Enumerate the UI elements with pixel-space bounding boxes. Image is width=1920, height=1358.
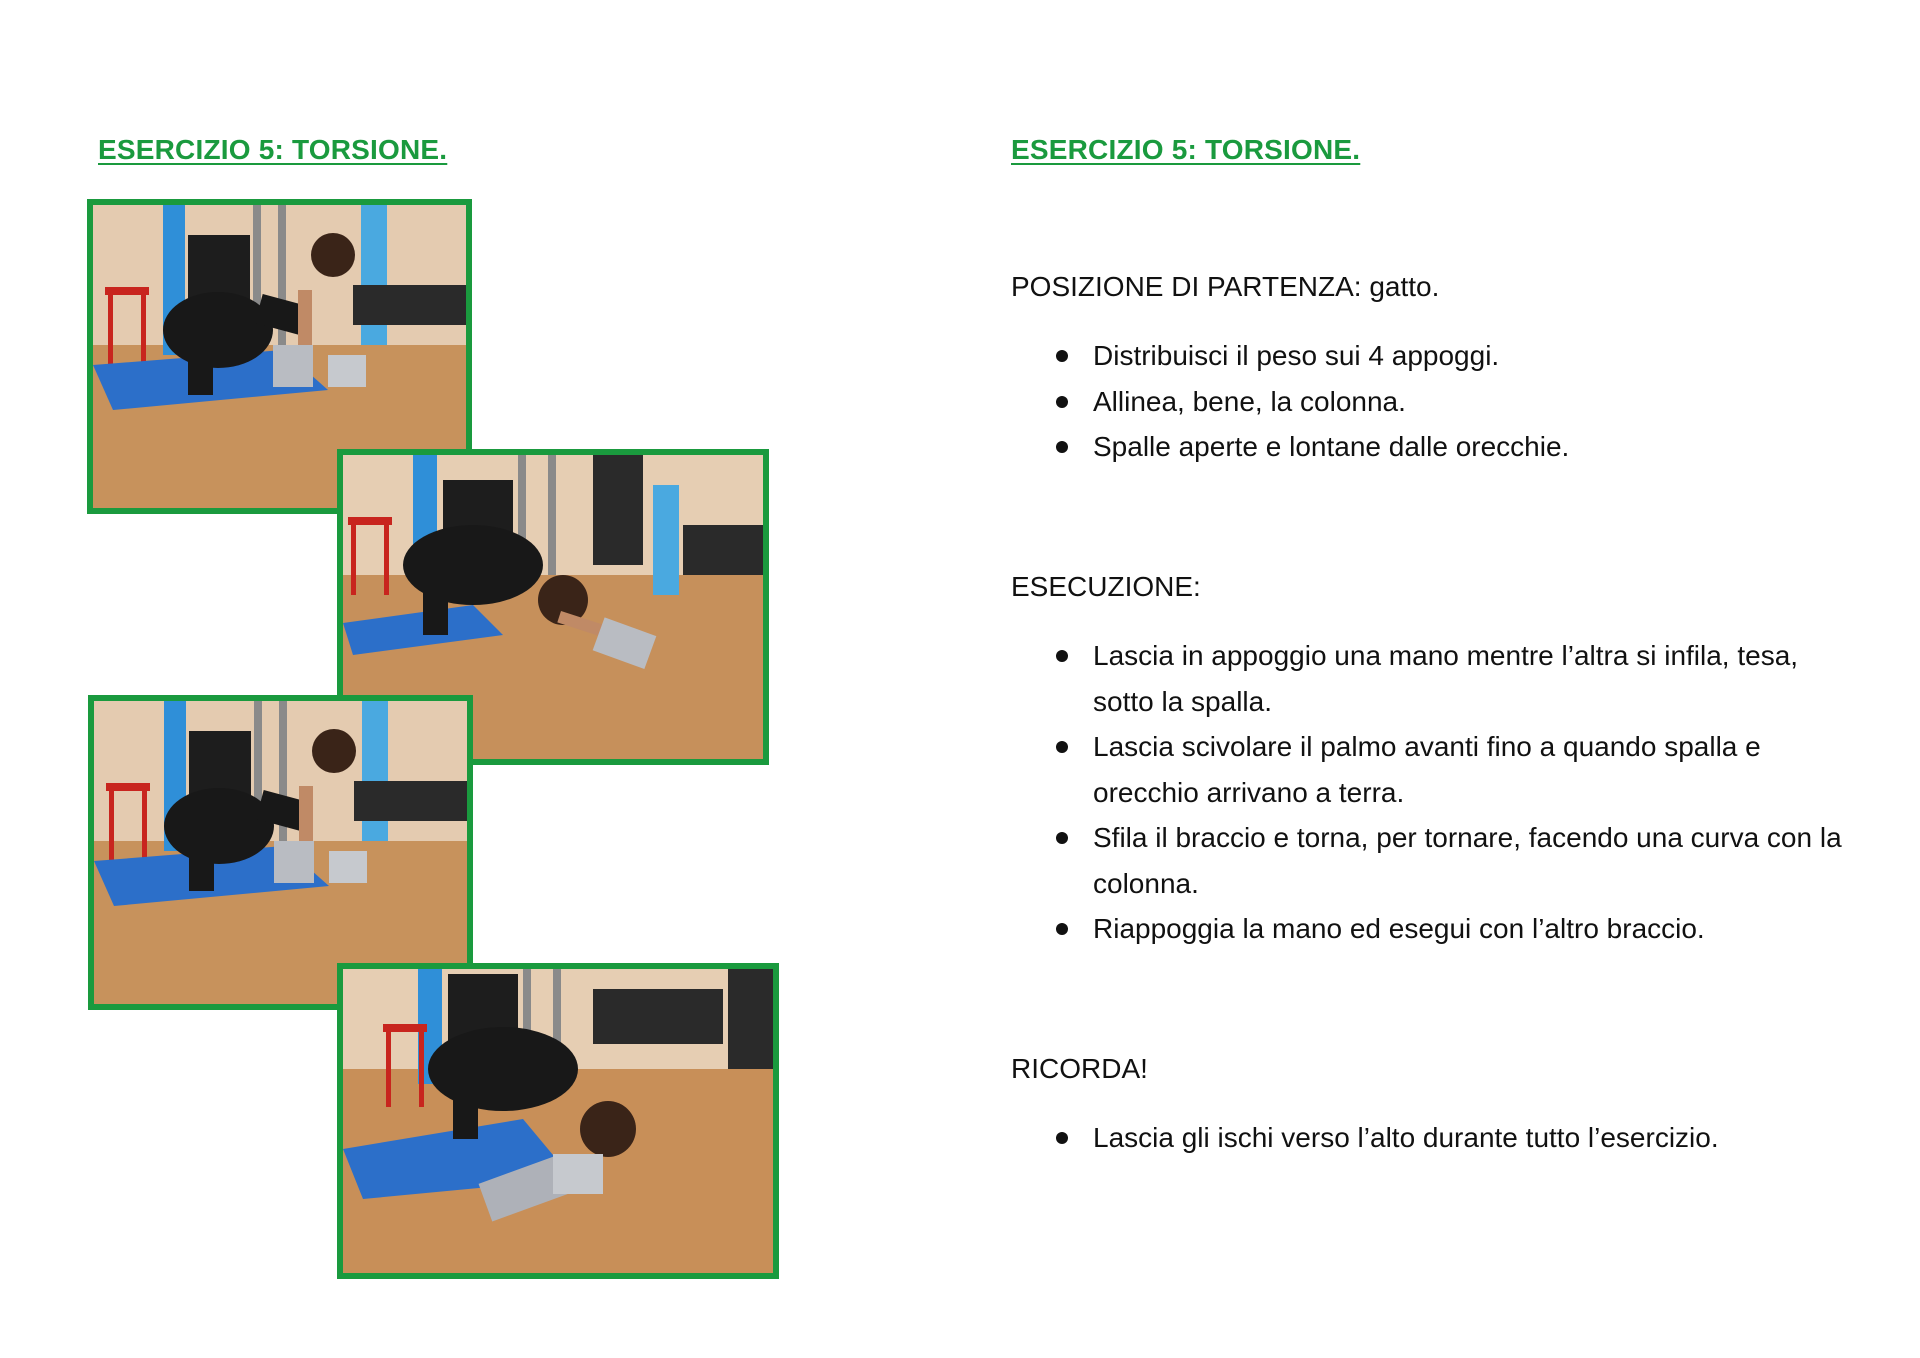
list-item-text: Allinea, bene, la colonna.	[1093, 385, 1406, 417]
bullet-icon	[1056, 832, 1068, 844]
remember-label: RICORDA!	[1011, 1053, 1148, 1084]
execution-list	[1011, 633, 1861, 952]
execution-label: ESECUZIONE:	[1011, 571, 1201, 602]
bullet-icon	[1056, 350, 1068, 362]
bullet-icon	[1056, 650, 1068, 662]
bullet-icon	[1056, 441, 1068, 453]
bullet-icon	[1056, 741, 1068, 753]
right-page-heading: ESERCIZIO 5: TORSIONE.	[1011, 134, 1361, 165]
list-item-text: Riappoggia la mano ed esegui con l’altro braccio.	[1093, 913, 1705, 944]
bullet-icon	[1056, 1132, 1068, 1144]
cat-position-illustration	[94, 701, 467, 1004]
list-item	[1011, 906, 1861, 952]
list-item	[1011, 1115, 1861, 1161]
list-item-text: Lascia gli ischi verso l’alto durante tutto l’esercizio.	[1093, 1122, 1719, 1153]
list-item-text: Lascia in appoggio una mano mentre l’altra si infila, tesa, sotto la spalla.	[1093, 640, 1799, 717]
left-page-heading: ESERCIZIO 5: TORSIONE.	[98, 134, 448, 165]
list-item	[1011, 379, 1861, 425]
start-position-label: POSIZIONE DI PARTENZA: gatto.	[1011, 271, 1440, 302]
list-item-text: Spalle aperte e lontane dalle orecchie.	[1093, 431, 1570, 462]
bullet-icon	[1056, 923, 1068, 935]
remember-list	[1011, 1115, 1861, 1161]
list-item-text: Sfila il braccio e torna, per tornare, facendo una curva con la colonna.	[1093, 822, 1842, 899]
exercise-photo-4	[337, 963, 779, 1279]
list-item-text: Lascia scivolare il palmo avanti fino a quando spalla e orecchio arrivano a terra.	[1093, 731, 1761, 808]
list-item	[1011, 333, 1861, 379]
list-item	[1011, 424, 1861, 470]
start-position-list	[1011, 333, 1861, 470]
bullet-icon	[1056, 396, 1068, 408]
list-item	[1011, 724, 1861, 815]
list-item-text: Distribuisci il peso sui 4 appoggi.	[1093, 340, 1500, 371]
list-item	[1011, 633, 1861, 724]
list-item	[1011, 815, 1861, 906]
shoulder-to-floor-illustration	[343, 969, 773, 1273]
